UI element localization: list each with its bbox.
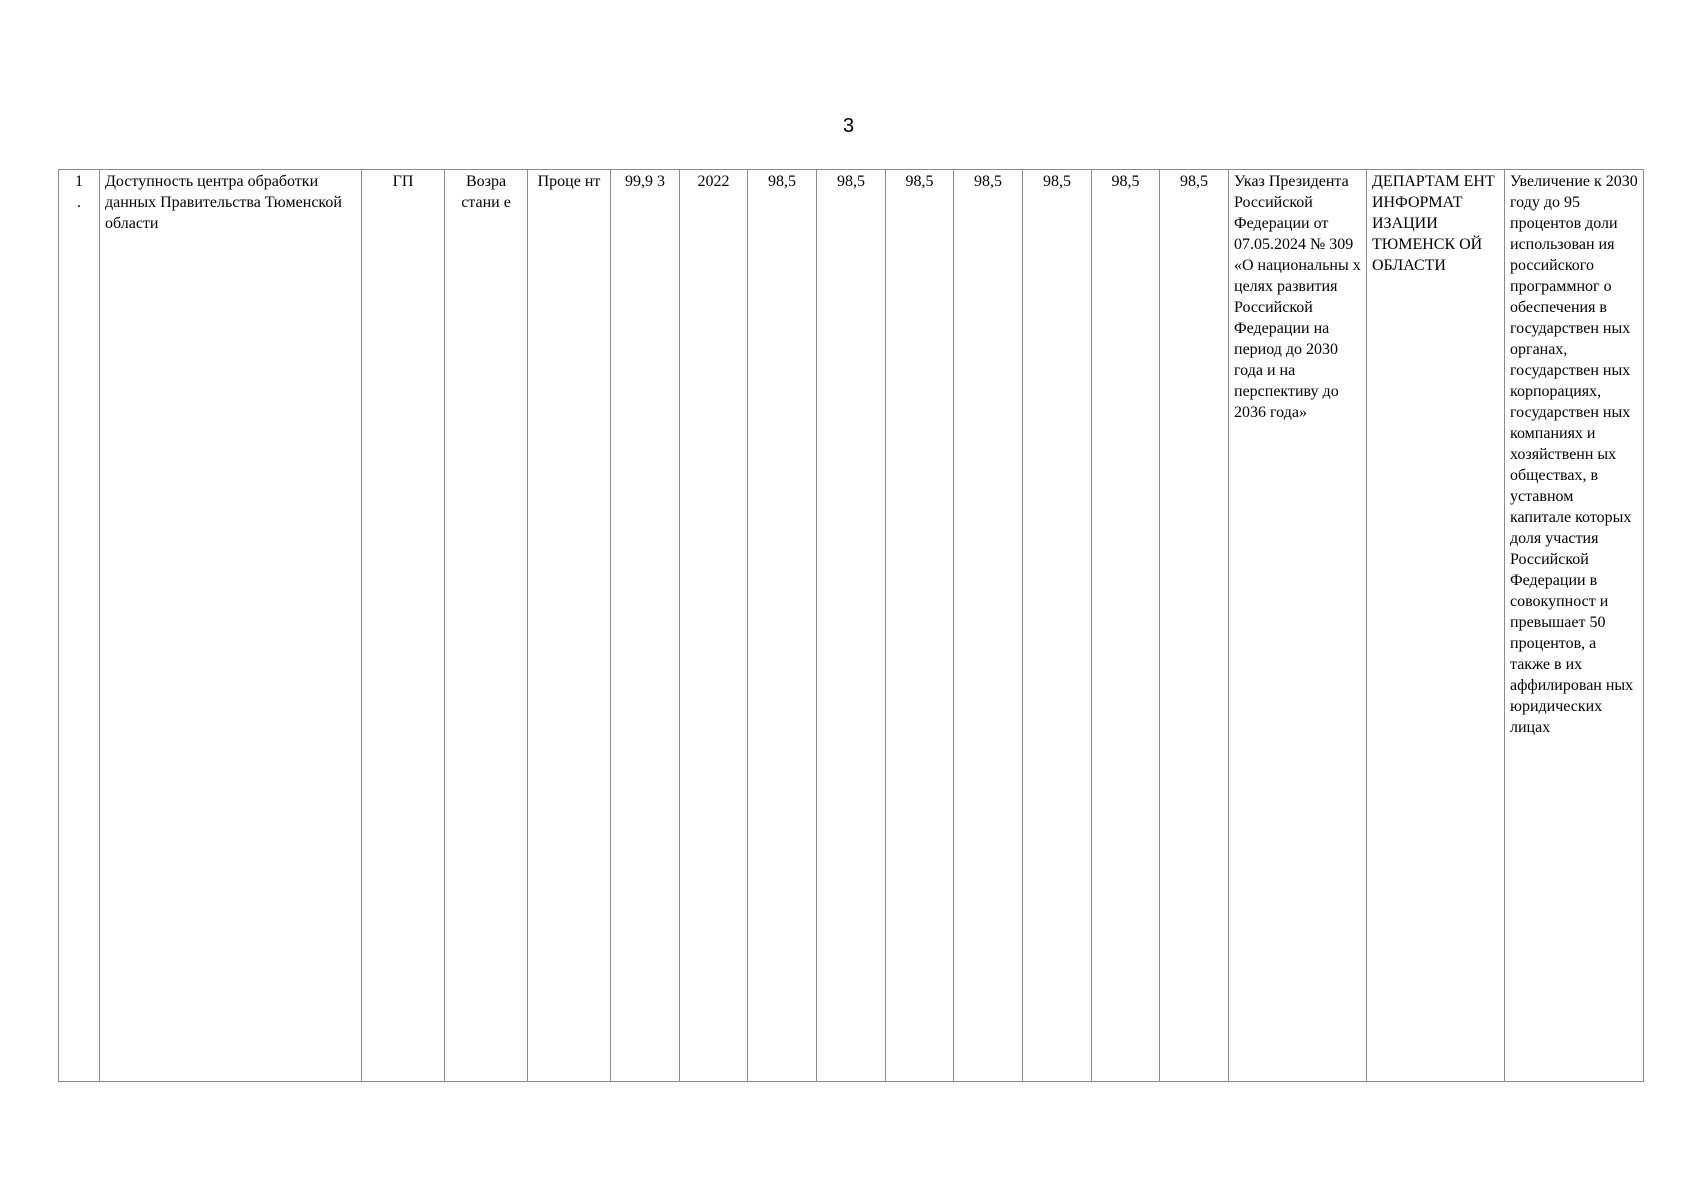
document-cell [1229, 170, 1367, 1082]
base-year-cell [680, 170, 748, 1082]
year-value-cell [886, 170, 954, 1082]
year-value-cell [817, 170, 886, 1082]
year-value-cell [1092, 170, 1160, 1082]
year-value: 98,5 [837, 173, 865, 190]
year-value: 98,5 [1043, 173, 1071, 190]
responsible-cell [1367, 170, 1505, 1082]
goal-link: Увеличение к 2030 году до 95 процентов доли использован ия российского программног о обеспечения в государствен ных органах, государствен ных корпорациях, государствен ных компаниях и хозяйственн ых обществах, в уставном капитале которых доля участия Российской Федерации в совокупност и превышает 50 процентов, а также в их аффилирован ных юридических лицах [1510, 173, 1638, 736]
unit-value: Проце нт [537, 173, 601, 190]
year-value-cell [1160, 170, 1229, 1082]
document-reference: Указ Президента Российской Федерации от 07.05.2024 № 309 «О национальны х целях развития Российской Федерации на период до 2030 года и на перспективу до 2036 года» [1234, 173, 1361, 421]
base-value-cell [611, 170, 680, 1082]
year-value-cell [748, 170, 817, 1082]
level-value: ГП [392, 173, 414, 190]
responsible-department: ДЕПАРТАМ ЕНТ ИНФОРМАТ ИЗАЦИИ ТЮМЕНСК ОЙ ОБЛАСТИ [1372, 173, 1495, 274]
indicator-name-cell [100, 170, 362, 1082]
year-value: 98,5 [974, 173, 1002, 190]
year-value: 98,5 [905, 173, 934, 190]
row-number: 1 . [75, 173, 83, 211]
indicator-name: Доступность центра обработки данных Правительства Тюменской области [105, 173, 342, 232]
indicators-table [58, 169, 1644, 1082]
base-value: 99,9 3 [625, 173, 665, 190]
unit-cell [528, 170, 611, 1082]
page-number: 3 [842, 115, 855, 137]
table-row [59, 170, 1644, 1082]
year-value: 98,5 [1180, 173, 1208, 190]
year-value: 98,5 [1111, 173, 1140, 190]
goal-link-cell [1505, 170, 1644, 1082]
year-value: 98,5 [768, 173, 796, 190]
base-year: 2022 [697, 173, 730, 190]
level-cell [362, 170, 445, 1082]
trend-value: Возра стани е [461, 173, 511, 211]
year-value-cell [1023, 170, 1092, 1082]
row-number-cell [59, 170, 100, 1082]
trend-cell [445, 170, 528, 1082]
year-value-cell [954, 170, 1023, 1082]
